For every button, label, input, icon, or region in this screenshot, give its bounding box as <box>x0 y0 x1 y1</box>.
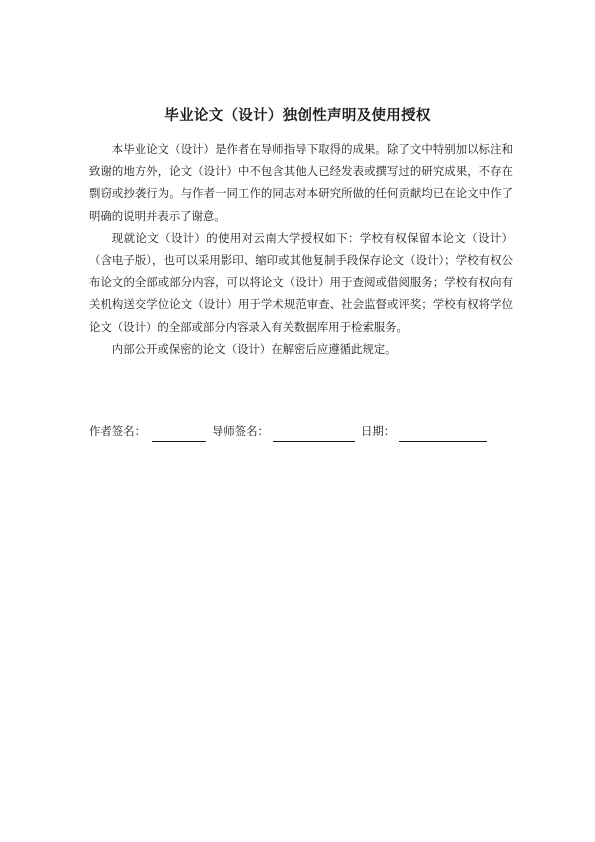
advisor-signature-line <box>273 427 355 442</box>
date-line <box>399 427 487 442</box>
advisor-signature-label: 导师签名： <box>211 424 269 438</box>
paragraph-originality: 本毕业论文（设计）是作者在导师指导下取得的成果。除了文中特别加以标注和致谢的地方外，论文（设计）中不包含其他人已经发表或撰写过的研究成果，不存在剽窃或抄袭行为。与作者一同工作的同志对本研究所做的任何贡献均已在论文中作了明确的说明并表示了谢意。 <box>89 142 513 223</box>
signature-row <box>89 420 529 442</box>
author-signature-line <box>152 427 206 442</box>
paragraph-authorization: 现就论文（设计）的使用对云南大学授权如下：学校有权保留本论文（设计）（含电子版），也可以采用影印、缩印或其他复制手段保存论文（设计）；学校有权公布论文的全部或部分内容，可以将论文（设计）用于查阅或借阅服务；学校有权向有关机构送交学位论文（设计）用于学术规范审查、社会监督或评奖；学校有权将学位论文（设计）的全部或部分内容录入有关数据库用于检索服务。 <box>89 230 513 334</box>
document-title: 毕业论文（设计）独创性声明及使用授权 <box>164 108 431 124</box>
paragraph-confidential: 内部公开或保密的论文（设计）在解密后应遵循此规定。 <box>111 341 397 356</box>
author-signature-label: 作者签名： <box>89 424 146 438</box>
document-body <box>89 138 513 360</box>
date-label: 日期： <box>360 424 396 438</box>
